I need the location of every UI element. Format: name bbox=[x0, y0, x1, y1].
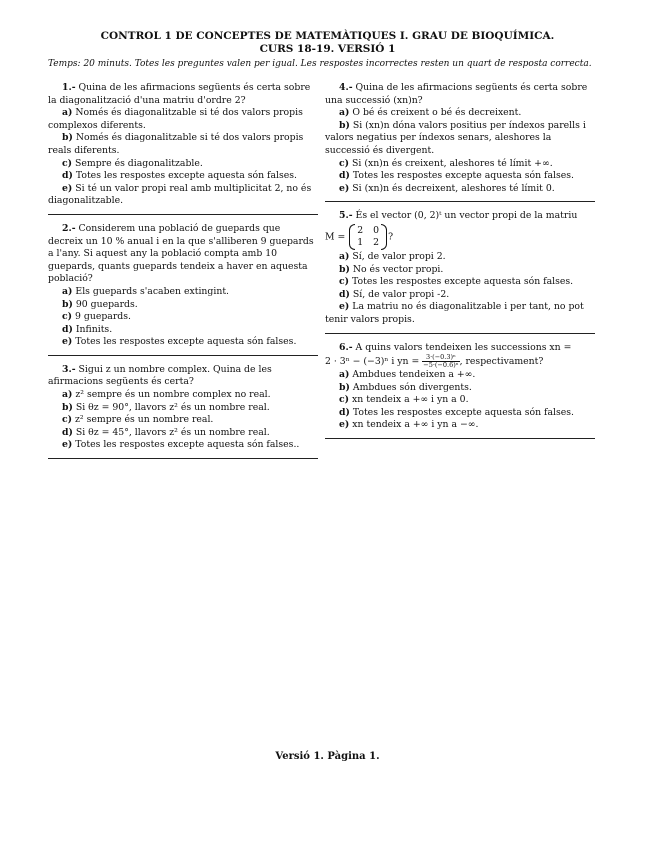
exam-title: CONTROL 1 DE CONCEPTES DE MATEMÀTIQUES I. GRAU DE BIOQUÍMICA. bbox=[100, 30, 555, 42]
option-e: e) Si (xn)n és decreixent, aleshores té límit 0. bbox=[339, 182, 555, 194]
matrix-line: M = 2 0 1 2 ? bbox=[325, 224, 394, 248]
option-a: a) Només és diagonalitzable si té dos valors propis complexos diferents. bbox=[48, 107, 303, 131]
option-e: e) Totes les respostes excepte aquesta són falses.. bbox=[62, 439, 300, 451]
option-c: c) Sempre és diagonalitzable. bbox=[62, 157, 203, 169]
option-d: d) Totes les respostes excepte aquesta són falses. bbox=[339, 406, 574, 418]
question-stem: Quina de les afirmacions següents és certa sobre la diagonalització d'una matriu d'ordre 2? bbox=[48, 82, 311, 106]
option-d: d) Si θz = 45°, llavors z² és un nombre real. bbox=[62, 426, 270, 438]
option-c: c) xn tendeix a +∞ i yn a 0. bbox=[339, 394, 469, 406]
option-d: d) Totes les respostes excepte aquesta són falses. bbox=[62, 170, 297, 182]
option-c: c) z² sempre és un nombre real. bbox=[62, 414, 214, 426]
question-4 bbox=[325, 82, 595, 195]
left-column bbox=[48, 82, 318, 467]
option-b: b) Només és diagonalitzable si té dos valors propis reals diferents. bbox=[48, 132, 304, 156]
divider bbox=[48, 458, 318, 459]
question-1 bbox=[48, 82, 318, 208]
question-number: 5.- bbox=[339, 210, 353, 222]
sequence-definition: 2 · 3ⁿ − (−3)ⁿ i yn = $\frac{\text{3·(−0.3)ⁿ}}{\text{−5·(−0.6)ⁿ}}$ , respectivament? bbox=[325, 353, 544, 370]
option-e: e) Totes les respostes excepte aquesta són falses. bbox=[62, 336, 297, 348]
option-a: a) Sí, de valor propi 2. bbox=[339, 250, 446, 262]
question-stem: Considerem una població de guepards que decreix un 10 % anual i en la que s'alliberen 9 guepards a l'any. Si aquest any la població compta amb 10 guepards, quants guepards tendeix a haver en aquesta població? bbox=[48, 222, 314, 285]
option-c: c) Si (xn)n és creixent, aleshores té límit +∞. bbox=[339, 157, 553, 169]
option-b: b) Si (xn)n dóna valors positius per índexos parells i valors negatius per índexos senars, aleshores la successió és divergent. bbox=[325, 119, 586, 156]
question-6 bbox=[325, 342, 595, 433]
question-number: 4.- bbox=[339, 82, 353, 93]
question-number: 2.- bbox=[62, 222, 76, 234]
exam-subtitle: CURS 18-19. VERSIÓ 1 bbox=[259, 43, 396, 55]
right-column bbox=[325, 82, 595, 447]
option-a: a) z² sempre és un nombre complex no real. bbox=[62, 389, 271, 401]
question-stem: Quina de les afirmacions següents és certa sobre una successió (xn)n? bbox=[325, 82, 588, 106]
option-a: a) Els guepards s'acaben extingint. bbox=[62, 285, 230, 297]
option-b: b) Ambdues són divergents. bbox=[339, 381, 472, 393]
divider bbox=[325, 201, 595, 202]
option-a: a) Ambdues tendeixen a +∞. bbox=[339, 369, 476, 381]
option-c: c) Totes les respostes excepte aquesta són falses. bbox=[339, 276, 574, 288]
exam-instructions: Temps: 20 minuts. Totes les preguntes valen per igual. Les respostes incorrectes resten un quart de resposta correcta. bbox=[48, 59, 592, 69]
question-stem: A quins valors tendeixen les successions xn = bbox=[355, 341, 572, 353]
question-3 bbox=[48, 364, 318, 452]
option-e: e) Si té un valor propi real amb multiplicitat 2, no és diagonalitzable. bbox=[48, 182, 312, 207]
page-footer: Versió 1. Pàgina 1. bbox=[275, 751, 380, 762]
question-stem: És el vector (0, 2)ᵗ un vector propi de la matriu bbox=[355, 210, 578, 222]
option-b: b) Si θz = 90°, llavors z² és un nombre real. bbox=[62, 401, 270, 413]
question-5 bbox=[325, 210, 595, 326]
option-d: d) Infinits. bbox=[62, 323, 113, 335]
matrix-m: 2 0 1 2 bbox=[349, 225, 387, 249]
option-d: d) Sí, de valor propi -2. bbox=[339, 288, 450, 300]
divider bbox=[48, 214, 318, 215]
question-stem: Sigui z un nombre complex. Quina de les afirmacions següents és certa? bbox=[48, 363, 272, 388]
option-d: d) Totes les respostes excepte aquesta són falses. bbox=[339, 170, 574, 182]
question-2 bbox=[48, 223, 318, 349]
option-c: c) 9 guepards. bbox=[62, 311, 131, 323]
divider bbox=[325, 438, 595, 439]
option-e: e) xn tendeix a +∞ i yn a −∞. bbox=[339, 419, 479, 431]
option-b: b) 90 guepards. bbox=[62, 298, 138, 310]
option-a: a) O bé és creixent o bé és decreixent. bbox=[339, 107, 522, 119]
divider bbox=[48, 355, 318, 356]
option-b: b) No és vector propi. bbox=[339, 263, 444, 275]
fraction-yn: $\frac{\text{3·(−0.3)ⁿ}}{\text{−5·(−0.6)ⁿ}}$ bbox=[423, 353, 459, 370]
option-e: e) La matriu no és diagonalitzable i per tant, no pot tenir valors propis. bbox=[325, 301, 584, 325]
divider bbox=[325, 333, 595, 334]
question-number: 3.- bbox=[62, 363, 76, 375]
question-number: 6.- bbox=[339, 341, 353, 353]
question-number: 1.- bbox=[62, 82, 76, 93]
